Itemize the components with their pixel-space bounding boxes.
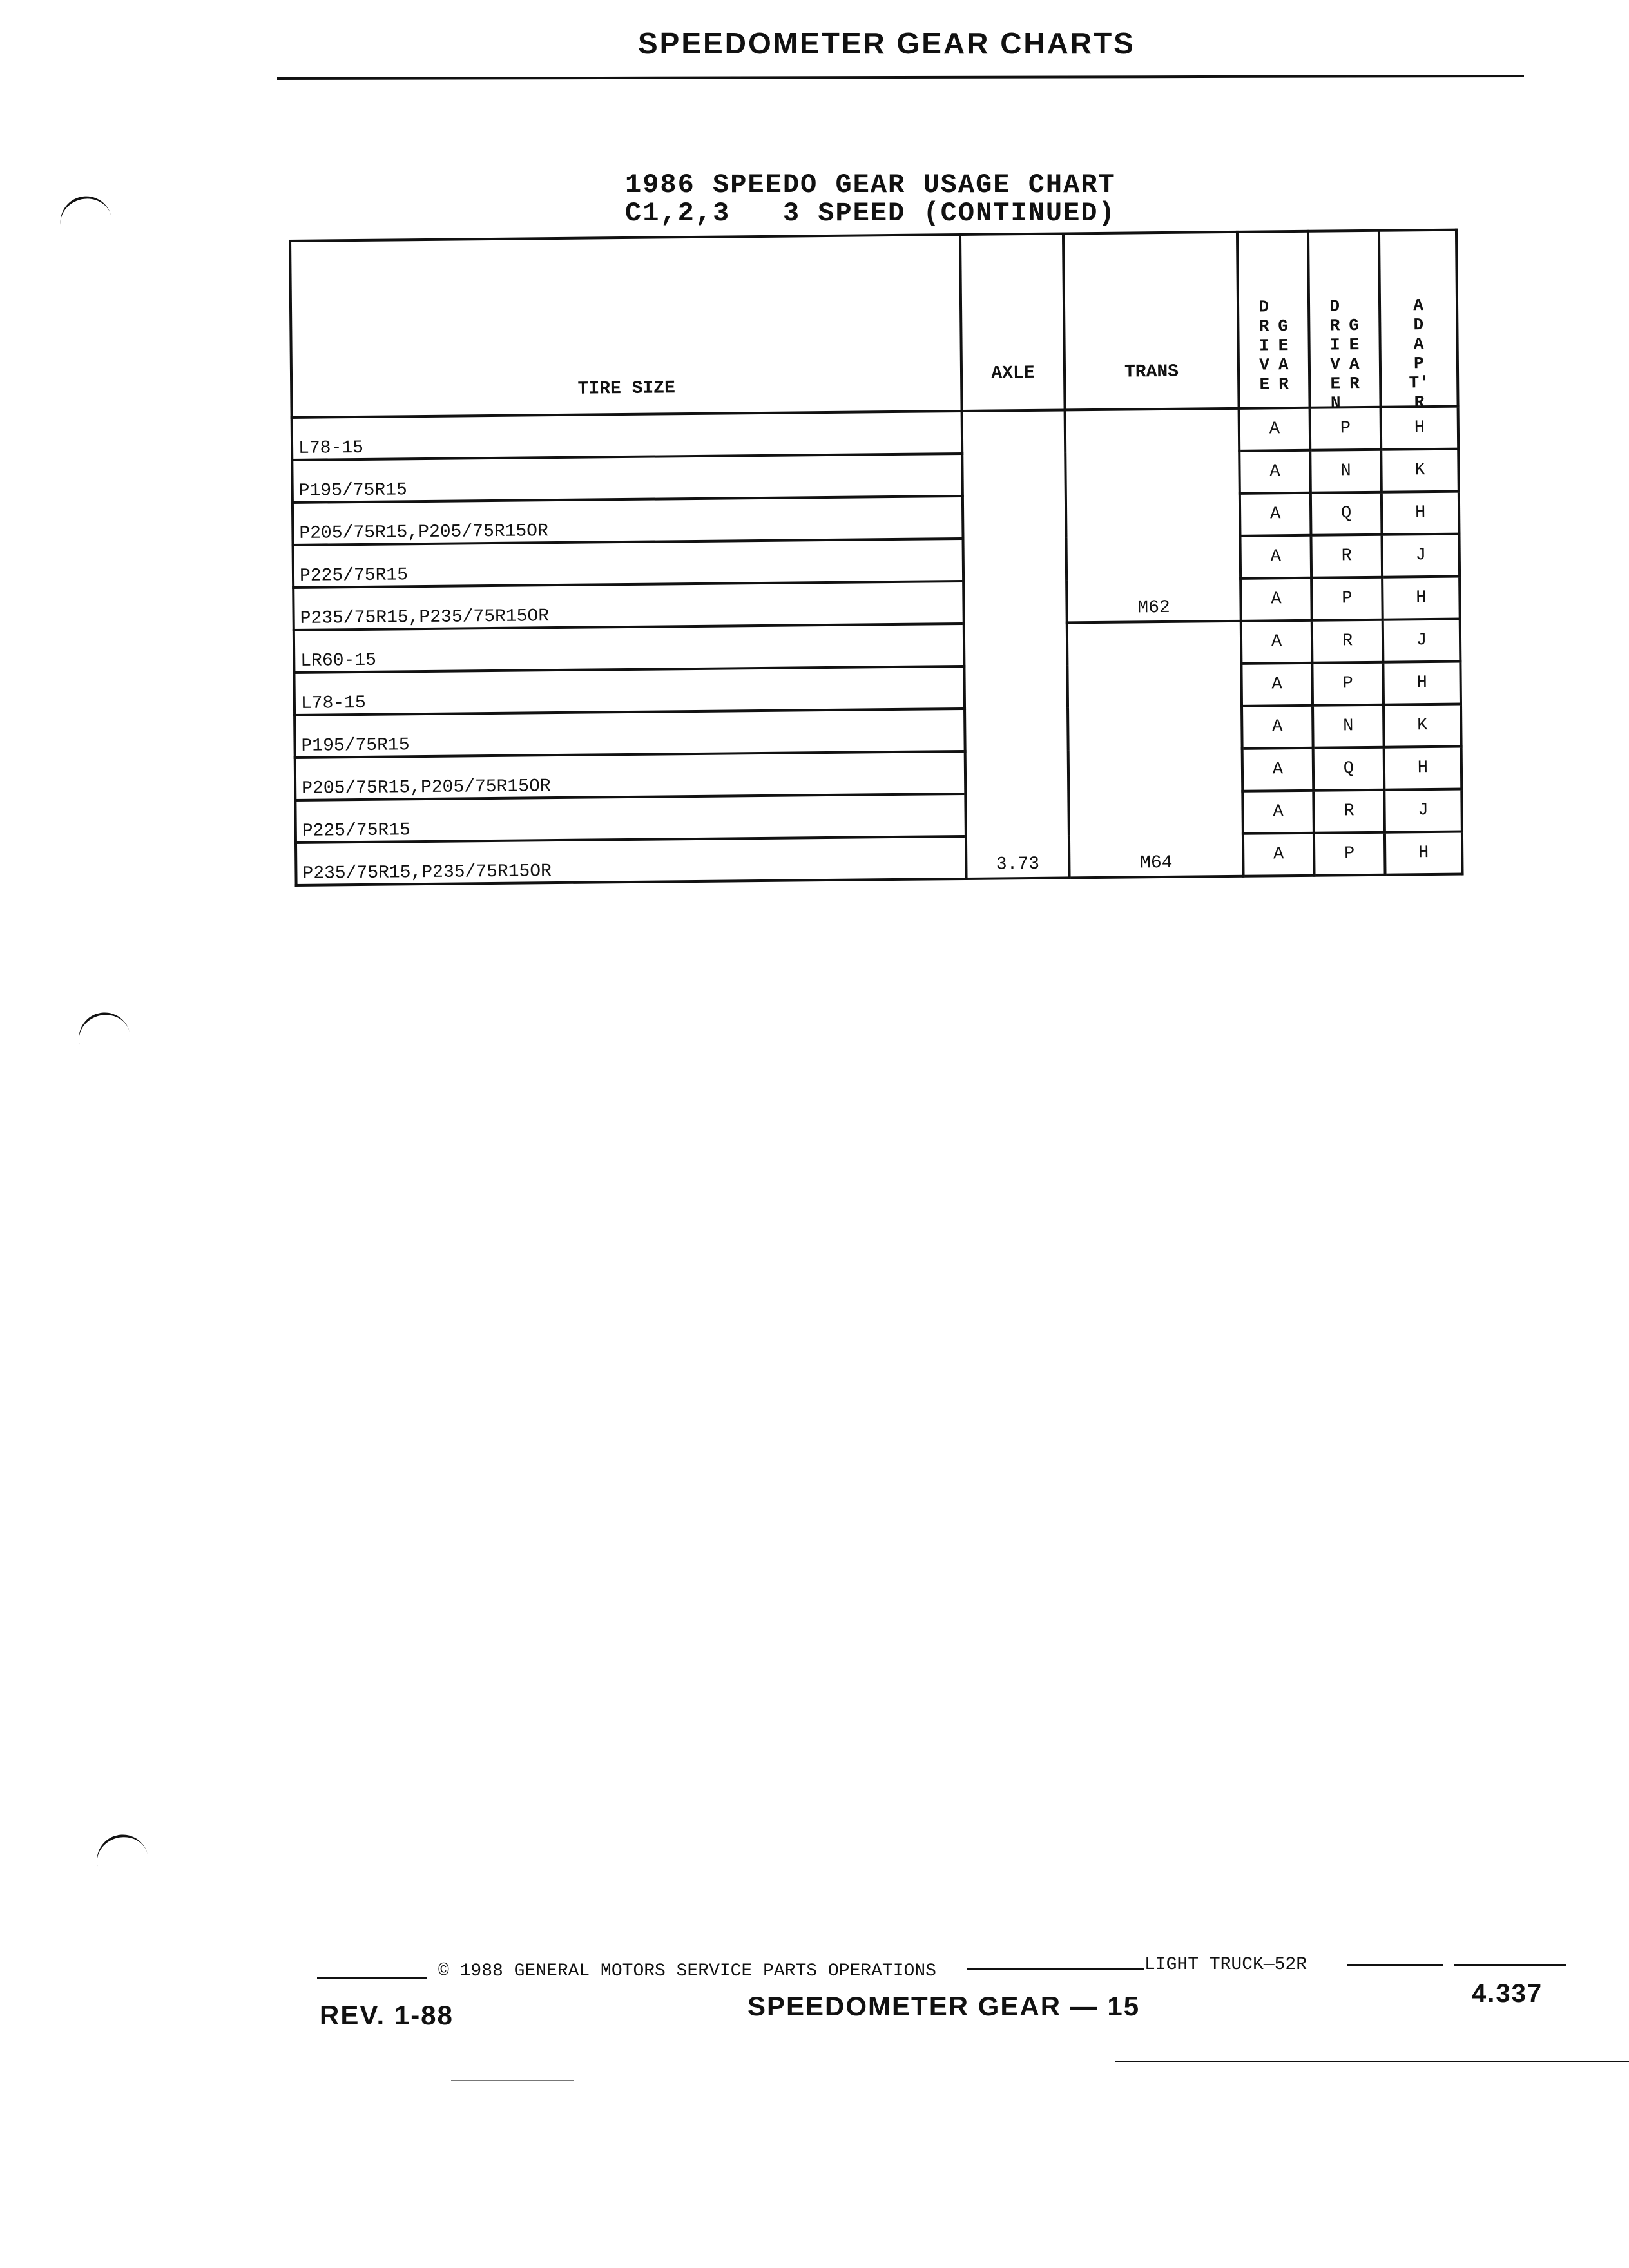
header-letter: E [1330, 374, 1341, 394]
header-letter: V [1259, 355, 1270, 375]
binder-hole-mark [73, 1007, 130, 1047]
header-letter: R [1329, 316, 1340, 336]
column-header-tire-size: TIRE SIZE [290, 235, 962, 418]
vertical-header-letters [1258, 297, 1269, 401]
chart-title-line2: C1,2,3 3 SPEED (CONTINUED) [625, 198, 1116, 229]
header-letter: A [1413, 334, 1424, 354]
vertical-header-letters [1349, 296, 1360, 401]
footer-rule [317, 1977, 427, 1979]
drive-gear-cell: A [1242, 706, 1313, 749]
footer-section-title: SPEEDOMETER GEAR — 15 [747, 1991, 1141, 2021]
driven-gear-cell: R [1313, 790, 1385, 833]
drive-gear-cell: A [1242, 748, 1314, 791]
drive-gear-cell: A [1241, 663, 1313, 706]
tire-size-cell: P205/75R15,P205/75R15OR [293, 496, 963, 545]
tire-size-cell: P195/75R15 [292, 454, 963, 503]
header-letter: I [1258, 336, 1269, 356]
tire-size-cell: L78-15 [294, 666, 965, 715]
adapter-cell: J [1383, 619, 1461, 662]
driven-gear-cell: N [1310, 450, 1382, 493]
binder-hole-mark [92, 1829, 148, 1869]
vertical-header-letters [1408, 296, 1429, 412]
driven-gear-cell: Q [1311, 492, 1382, 535]
adapter-cell: H [1381, 407, 1459, 450]
driven-gear-cell: P [1311, 577, 1383, 620]
adapter-cell: H [1385, 832, 1463, 875]
footer-rule [1347, 1964, 1443, 1966]
adapter-cell: K [1381, 449, 1459, 492]
driven-gear-cell: R [1311, 535, 1382, 578]
tire-size-cell: LR60-15 [294, 624, 965, 673]
gear-usage-table-wrapper [289, 229, 1461, 890]
bottom-rule [451, 2080, 574, 2081]
drive-gear-cell: A [1240, 535, 1311, 579]
header-letter: I [1329, 335, 1340, 355]
header-letter: R [1258, 316, 1269, 336]
vertical-header-letters [1278, 297, 1289, 401]
tire-size-cell: P225/75R15 [295, 794, 966, 843]
header-letter: V [1330, 354, 1341, 374]
header-letter: R [1349, 374, 1360, 394]
drive-gear-cell: A [1242, 791, 1314, 834]
driven-gear-cell: Q [1313, 747, 1385, 791]
footer-copyright: © 1988 GENERAL MOTORS SERVICE PARTS OPERATIONS [438, 1961, 936, 1981]
page-title: SPEEDOMETER GEAR CHARTS [638, 26, 1135, 60]
tire-size-cell: P225/75R15 [293, 539, 964, 588]
binder-hole-mark [55, 191, 111, 230]
page-number: 4.337 [1472, 1979, 1543, 2008]
axle-cell: 3.73 [962, 410, 1070, 879]
title-divider [277, 75, 1524, 80]
header-letter: D [1258, 297, 1269, 317]
header-letter: A [1349, 354, 1360, 374]
column-header-adapter [1379, 230, 1458, 412]
header-letter: D [1413, 315, 1424, 335]
column-header-drive-gear [1237, 231, 1310, 408]
chart-title [625, 171, 1116, 227]
header-letter: A [1413, 296, 1424, 316]
trans-cell: M64 [1067, 621, 1244, 878]
column-header-axle: AXLE [960, 233, 1065, 411]
header-letter: R [1278, 374, 1289, 394]
header-letter: N [1330, 393, 1341, 413]
drive-gear-cell: A [1241, 620, 1313, 664]
header-letter: T' [1409, 373, 1429, 393]
driven-gear-cell: P [1310, 407, 1382, 450]
header-letter: D [1329, 296, 1340, 316]
header-letter: G [1278, 316, 1289, 336]
gear-usage-table [289, 229, 1464, 887]
header-letter: E [1278, 336, 1289, 356]
header-letter: R [1414, 392, 1425, 412]
drive-gear-cell: A [1240, 578, 1312, 621]
tire-size-cell: P235/75R15,P235/75R15OR [296, 836, 967, 885]
trans-cell: M62 [1065, 408, 1241, 623]
tire-size-cell: P205/75R15,P205/75R15OR [295, 751, 966, 800]
header-letter: E [1349, 335, 1360, 355]
adapter-cell: H [1382, 577, 1460, 620]
adapter-cell: J [1384, 789, 1462, 832]
header-letter: P [1413, 354, 1424, 374]
driven-gear-cell: R [1312, 620, 1383, 663]
adapter-cell: K [1383, 704, 1461, 747]
tire-size-cell: P195/75R15 [294, 709, 965, 758]
footer-rule [1454, 1964, 1566, 1966]
drive-gear-cell: A [1243, 833, 1315, 876]
adapter-cell: H [1382, 492, 1460, 535]
adapter-cell: H [1383, 662, 1461, 705]
column-header-driven-gear [1308, 231, 1381, 413]
driven-gear-cell: P [1314, 832, 1385, 876]
footer-rule [967, 1968, 1144, 1970]
chart-title-line1: 1986 SPEEDO GEAR USAGE CHART [625, 169, 1116, 200]
driven-gear-cell: P [1312, 662, 1383, 706]
driven-gear-cell: N [1313, 705, 1384, 748]
vertical-header-letters [1329, 296, 1341, 413]
revision-label: REV. 1-88 [320, 2000, 454, 2030]
tire-size-cell: P235/75R15,P235/75R15OR [293, 581, 964, 630]
adapter-cell: H [1384, 747, 1462, 790]
column-header-trans: TRANS [1063, 232, 1239, 410]
tire-size-cell: L78-15 [292, 411, 963, 460]
header-letter: G [1349, 316, 1360, 336]
drive-gear-cell: A [1240, 493, 1311, 536]
adapter-cell: J [1382, 534, 1460, 577]
table-header-row [290, 230, 1458, 418]
bottom-rule [1115, 2061, 1629, 2062]
header-letter: A [1278, 355, 1289, 375]
footer-light-truck: LIGHT TRUCK—52R [1144, 1955, 1307, 1975]
drive-gear-cell: A [1239, 450, 1311, 494]
drive-gear-cell: A [1239, 408, 1311, 451]
header-letter: E [1259, 374, 1270, 394]
